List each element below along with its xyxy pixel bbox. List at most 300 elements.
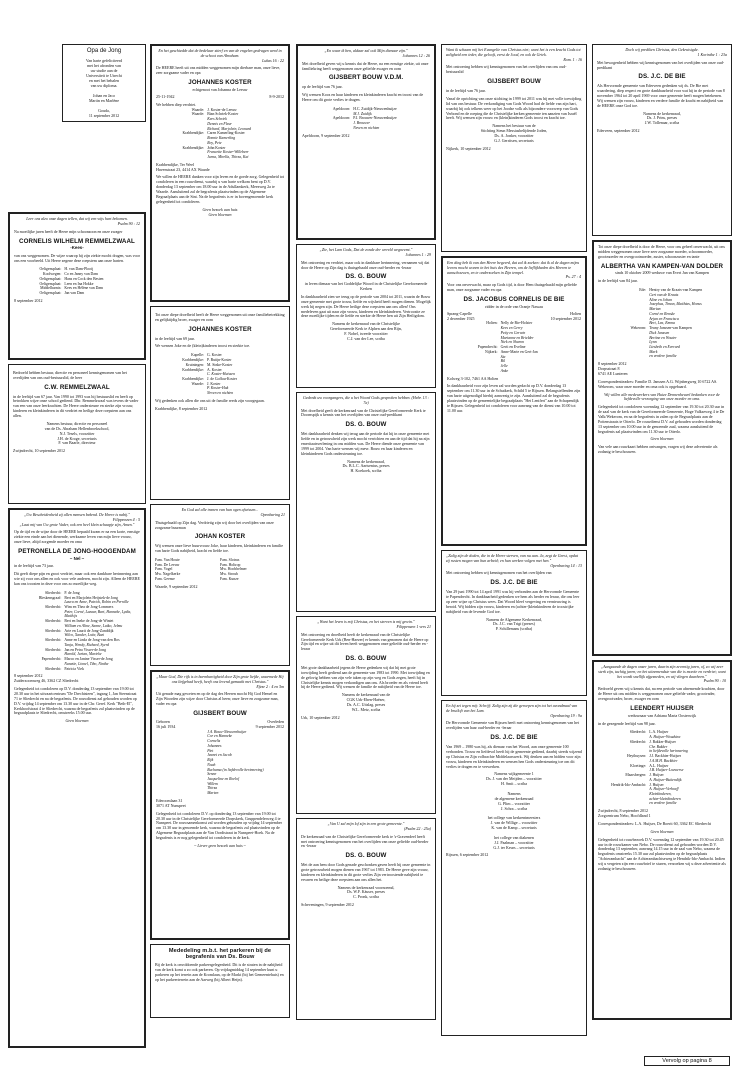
- intro-text: Bedroefd geven wij u kennis dat, na een periode van afnemende krachten, door de Heere uit ons midden is weggenomen onze geliefde vader, grootvader, overgrootvader, broer, zwager en oom: [598, 686, 725, 702]
- address: Kolweg 3-102, 7461 AA Holten: [447, 375, 499, 381]
- relative-names: Petty en Gerwin: [500, 330, 526, 335]
- relative-names: Nanette, Lionel, Tibo, Ninthe: [64, 661, 109, 666]
- spouse-line: sinds 10 oktober 2009 weduwe van Evert Jan van Kampen: [615, 270, 709, 276]
- relative-names: Kees en Gerry: [500, 326, 523, 331]
- place-label: Kapelle:: [191, 353, 204, 358]
- intro-text: Tot onze diepe droefheid is door de Heere, voor ons geheel onverwacht, uit ons midden weggenomen onze lieve zeer zorgzame moeder, schoonmoeder, grootmoeder en overgrootmoeder, zuster, schoonzuster en tante: [598, 244, 725, 259]
- notice-line: van uw diploma.: [90, 83, 118, 89]
- death-notice-huijser: [592, 660, 732, 1020]
- bible-reference: Openbaring 21: [260, 511, 285, 517]
- parking-notice: [150, 944, 290, 1018]
- death-notice-de-jong: [8, 508, 146, 1048]
- place-label: Kruiningen:: [185, 362, 204, 367]
- place-label: Papendrecht:: [41, 657, 62, 662]
- intro-text: Na moeilijke jaren heeft de Heere mijn schoonzoon en onze zwager: [14, 228, 123, 234]
- signatory-line: Namens de kerkenraad voornoemd,: [337, 884, 395, 890]
- relative-names: J.J. Backhier-Huijser: [649, 754, 682, 759]
- no-flowers-note: Geen bloemen: [650, 436, 674, 442]
- signatories: [446, 618, 582, 633]
- church-notice-urk: [296, 616, 436, 814]
- no-flowers-note: Geen bloemen: [65, 718, 89, 724]
- neighbour-row: [155, 577, 285, 582]
- deceased-name: DS. J.C. DE BIE: [638, 73, 686, 81]
- relative-names: Arie en Laurit de Jong-Zanddijk: [64, 628, 114, 633]
- bible-reference: (Psalm 22 : 25a): [404, 825, 431, 831]
- body-text: Met de aan hem door Gods genade geschonken gaven heeft hij onze gemeente in grote getrouwheid mogen dienen van 1967 tot 1983. De Heere geve zijn vrouw, kinderen en kleinkinderen in dit grote verlies Zijn vertroostende nabijheid te ervaren en heilige deze roepstem aan ons allen het.: [301, 862, 431, 882]
- intro-text: Met ontroering en droefheid heeft de kerkenraad van de Christelijke Gereformeerde Kerk Urk (Ben-Haezer) er kennis van genomen dat de Heere op Zijn tijd en wijze uit dit leven heeft weggenomen onze geliefde oud-herder en -leraar: [301, 631, 429, 652]
- birth-date: 25-11-1942: [156, 93, 175, 99]
- bible-quote: „Zie, het Lam Gods, Dat de zonde der wereld wegneemt.": [319, 247, 413, 252]
- intro-text: Met ontroering hebben wij kennisgenomen van het overlijden van: [446, 570, 552, 576]
- signatory-line: Ds. J. van der Meijden – voorzitter: [486, 776, 542, 782]
- relative-names: Ruchama (in liefdevolle herinnering): [207, 767, 264, 772]
- relative-names: J.A.M.H. Backhier: [649, 758, 678, 763]
- continued-on-page-button[interactable]: Vervolg op pagina 8: [644, 1056, 730, 1066]
- place-label: Sliedrecht:: [44, 604, 62, 609]
- bible-quote: En God zal alle tranen van hun ogen afwissen...: [181, 507, 259, 512]
- relative-names: Josephus, Timon, Matthias, Honus: [649, 302, 702, 307]
- relatives-list: [156, 108, 284, 160]
- relative-names: Jacqueline en Roelof: [207, 777, 240, 781]
- relative-names: Bert en Marjolein Heijstek-de Jong: [64, 595, 118, 600]
- notice-date: Rijssen, 6 september 2012: [446, 852, 489, 858]
- signatory-line: J.W. Tollenaar, scriba: [644, 120, 680, 126]
- relative-names: Willem: [207, 781, 218, 786]
- relative-names: Hans en Cock den Besten: [64, 276, 104, 281]
- relatives-list: [14, 267, 140, 295]
- bible-reference: Rom. 1 : 16: [563, 56, 582, 62]
- deceased-name: PETRONELLA DE JONG-HOOGENDAM: [18, 548, 136, 556]
- place-label: Krabbendijke:: [182, 376, 204, 381]
- relative-names: Laura en Anne, Patrick, Robin en Pernille: [64, 600, 129, 605]
- intro-text: Thuisgehaald op Zijn dag. Verdrietig zijn wij door het overlijden van onze zorgzame buurman: [155, 519, 274, 530]
- signatory-line: Namens wijkgemeente 1: [494, 771, 534, 777]
- signatories: [301, 886, 431, 901]
- relative-names: C. Koster-Huissen: [207, 372, 235, 377]
- body-text: Vanaf de oprichting van onze stichting in 1999 tot 2011 was hij met volle toewijding lid van ons bestuur. De verkondiging van Gods Woord had de liefde van zijn hart, waarbij hij ook telkens weer op het Joodse volk als bijzondere voorwerp van Gods Verbond en de roeping die de Christelijke kerken gemeente ten aanzien van Israël heeft. Wij wensen zijn vrouw en (klein)kinderen Gods troost en kracht toe.: [446, 95, 582, 121]
- place-label: Sliedrecht:: [44, 638, 62, 643]
- birth-date: Geboren 16 juli 1934: [156, 718, 176, 729]
- closing-note: Van vele aan rouwkaart hebben ontvangen, vragen wij deze advertentie als zodanig te beschouwen.: [598, 444, 718, 455]
- bible-reference: Openbaring 19 : 9a: [550, 712, 582, 718]
- signatory-line: N.J. Tesels, voorzitter: [59, 430, 95, 436]
- relatives-list: [447, 321, 581, 373]
- body-text: in de leeftijd van 67 jaar. Van 1990 tot 1993 was hij bestuurslid en heeft op betrokken wijze onze school gediend. Dhr. Remmelzwaal was tevens de vader van een van onze leerkrachten. De Heere ondersteune en sterke zijn vrouw, kinderen en kleinkinderen in dit verdriet en heilige deze roepstem aan ons allen.: [13, 393, 139, 419]
- notice-line: 11 september 2012: [88, 113, 120, 119]
- signatory-line: G. Plim – voorzitter: [498, 800, 530, 806]
- address: Krabbendijke, Ter Weel Havenstraat 23, 4414 AX Waarde: [156, 161, 210, 172]
- relative-names: Gerti en Eveline: [500, 345, 526, 350]
- place-label: Sliedrecht:: [629, 730, 647, 735]
- signatory-line: Ds. J.C. van Trigt (preses): [493, 621, 535, 627]
- relative-names: Piet: [207, 748, 214, 753]
- intro-text: Op de tijd en de wijze door de HEERE bepaald kwam er na een korte, ernstige ziekte een einde aan het dienende, werkzame leven van mijn lieve vrouw, onze lieve, altijd zorgende moeder en oma: [14, 529, 140, 545]
- relative-names: A. Huijser-Woudstra: [649, 735, 681, 740]
- intro-text: Bedroefd hebben bestuur, directie en personeel kennisgenomen van het overlijden van ons oud-bestuurslid, de heer: [13, 370, 127, 380]
- relatives-list: [302, 107, 430, 131]
- relatives-list: [598, 288, 726, 359]
- address: 8 september 2012 Zuiderzoomweg 46, 3362 CZ Sliedrecht: [14, 673, 79, 684]
- service-info: In dankbaarheid voor zijn leven zal worden gedacht op D.V. donderdag 13 september om 11.30 uur in de Schutkerk, Schild 5 te Rijssen. Belangstellenden zijn van harte uitgenodigd hierbij aanwezig te zijn. Aansluitend zal de begrafenis plaatsvinden op de gemeentelijke begraafplaats "Het Lentfert" aan de Schapendijk te Rijssen. Gelegenheid tot condoleren voor aanvang van de dienst van 10.00 tot 11.00 uur.: [447, 383, 581, 413]
- deceased-name: DS. G. BOUW: [345, 655, 387, 663]
- body-text: Wij wensen Koos en haar kinderen en kleinkinderen kracht en troost van de Heere om dit grote verlies te dragen.: [302, 92, 424, 102]
- intro-text: Tot onze diepe droefheid heeft de Heere weggenomen uit onze familiebetrekking en gelijktijdig broer, zwager en oom: [155, 312, 285, 322]
- signatories: [301, 460, 431, 475]
- notice-date: Waarde, 9 september 2012: [155, 583, 198, 589]
- place-label: [14, 610, 64, 619]
- relatives-list: [156, 730, 284, 796]
- relative-names: Wilco, Xander, Lotte, Bazi: [64, 633, 105, 638]
- age-text: in de leeftijd van 84 jaar.: [598, 278, 638, 284]
- neighbour-name: Fam. De Leeuw: [155, 562, 180, 567]
- relative-names: M. Sinke-Koster: [207, 362, 233, 367]
- place-label: Sliedrecht:: [44, 590, 62, 595]
- body-text: Bij de kerk is onvoldoende parkeergelegenheid. Dit is de straten in de nabijheid van de kerk komt u zo ook parkeren. Op vrijdagmiddag 14 september kunt u parkeren op het terrein aan de Kromlaan, op de Markt (bij het Gemeentehuis) en op het parkeerterrein aan de Aarweg (bij Albert Heijn).: [155, 962, 284, 982]
- deceased-name: DS. G. BOUW: [345, 852, 387, 860]
- place-label: [156, 155, 207, 160]
- signatory-line: Namens de kerkenraad van de Christelijke: [332, 321, 400, 327]
- relative-names: Senne: [207, 772, 217, 777]
- relative-names: Jeanet en Jacob: [207, 753, 232, 758]
- deceased-name: GIJSBERT BOUW: [193, 710, 247, 718]
- relative-names: Anke: [500, 368, 509, 373]
- place-label: Apeldoorn:: [332, 116, 351, 121]
- signatory-line: H. Koekoek, scriba: [350, 468, 382, 474]
- notice-title: Opa de Jong: [86, 48, 122, 54]
- signatory-line: Ds. W.F. Käuser, preses: [347, 889, 385, 895]
- relative-names: Mark: [649, 349, 658, 354]
- place-label: Apeldoorn:: [332, 106, 351, 111]
- neighbour-name: Mw. Nagelkerke: [155, 572, 181, 577]
- place-label: [598, 801, 649, 806]
- intro-text: Uit genade mag geweten en op de dag des Heeren mocht Hij God Hemel en Zijn Woorden zijn wijze door Christus al heen; onze lieve en zorgzame man, vader en opa: [156, 691, 279, 707]
- relative-names: Sia: [500, 354, 506, 359]
- death-date: 8-9-2012: [269, 93, 284, 99]
- relative-names: Bert en Ineke de Jong-de Wintet: [64, 619, 114, 624]
- death-notice-remmelzwaal: [8, 212, 146, 360]
- place-label: Bleskensgraaf:: [38, 595, 62, 600]
- signatory-line: Ds. A.C. Uitslag, preses: [346, 702, 386, 708]
- relative-names: John Koster: [207, 145, 226, 150]
- bible-reference: Ps. 27 : 4: [565, 274, 581, 280]
- signatories: [446, 772, 582, 850]
- place-label: Maarsbergen:: [625, 773, 647, 778]
- signatory-line: J. van de Willige – voorzitter: [490, 820, 538, 826]
- relative-names: Johannes: [207, 743, 222, 748]
- life-dates: [447, 312, 581, 322]
- congratulation-notice: [62, 44, 146, 122]
- body-text: Van 29 juni 1990 tot 14 april 1991 was hij verbonden aan de Hervormde Gemeente te Papendrecht. In dankbaarheid gedenken we hem als herder en leraar, die ons leer op zeer wijze op Christus wees. Dat Woord bleef vergeving en vernieuwing is beroid. Wij bidden zijn vrouw, kinderen en (achter-)kleinkinderen de troostrijke nabijheid van de levende God toe.: [446, 589, 580, 614]
- relative-names: Neven en nichten: [353, 125, 380, 130]
- signatory-line: K. van de Kamp – secretaris: [491, 825, 537, 831]
- place-label: Middelharnis:: [40, 286, 62, 291]
- relatives-list: [14, 591, 140, 671]
- place-label: Oeltgensplaat:: [39, 291, 62, 296]
- notice-date: Scheveningen, 9 september 2012: [301, 902, 354, 908]
- relative-names: J. de Goffau-Koster: [207, 376, 237, 381]
- bible-quote: „Aangaande de dagen onzer jaren, daarin zijn zeventig jaren, of, zo wij zeer sterk zijn, tachtig jaren; en het uitnemendste van die is moeite en verdriet; want het wordt snellijk afgesneden, en wij vliegen daarheen.": [598, 664, 726, 679]
- relative-names: Jan en Petra Visser-de Jong: [64, 647, 106, 652]
- relative-names: Marten: [207, 791, 219, 796]
- place-label: Sliedrecht:: [629, 739, 647, 744]
- intro-text: Met ontroering en verdriet, maar ook in dankbare herinnering, vernamen wij dat door de Heere op Zijn dag is thuisgehaald onze oud-herder en -leraar: [301, 259, 430, 270]
- neighbour-name: Fam. Van Houte: [155, 557, 180, 562]
- relative-row: [302, 126, 430, 131]
- signatory-line: Namens: [507, 790, 521, 796]
- relatives-list: [155, 353, 285, 396]
- place-label: Krabbendijke:: [182, 131, 205, 136]
- deceased-name: C.W. REMMELZWAAL: [44, 383, 110, 391]
- deceased-name: DS. JACOBUS CORNELIS DE BIE: [463, 296, 565, 304]
- relative-names: Dennis en Fleur: [207, 121, 232, 126]
- address: 8 september 2012 Dorpsstraat 8 6741 AE Lunteren: [598, 361, 628, 376]
- neighbour-name: Mw. Hoobbelmer: [220, 567, 247, 572]
- death-date: Overleden 9 september 2012: [255, 718, 284, 729]
- intro-text: De Hervormde Gemeente van Rijssen heeft met ontroering kennisgenomen van het overlijden van haar oud-herder en -leraar: [446, 720, 580, 731]
- bible-quote: En het geschiedde dat de bedelaar stierf en van de engelen gedragen werd in de schoot van Abraham.: [158, 48, 282, 58]
- signatories: [597, 112, 727, 127]
- body-text: Wij wensen onze lieve buurvrouw Joke, haar kinderen, kleinkinderen en familie van harte Gods nabijheid, kracht en liefde toe.: [155, 543, 284, 554]
- relative-names: Marian: [649, 307, 661, 312]
- place-label: Waarde:: [191, 107, 205, 112]
- service-info: Gelegenheid tot condoleren D.V. op donderdag 13 september van 19.00 tot 20.30 uur in de Christelijke Gereformeerde Dorpskerk, Gruppendelerweg 4 te Nunspeet. De rouwsamenkomst zal worden gehouden op vrijdag 14 september om 13.30 uur in genoemde kerk, waarna de begrafenis zal plaatsvinden op de Algemene Begraafplaats aan de Van Oordtstraat in Nunspeet-Hoek. Na de begrafenis is er nog gelegenheid tot condoleren in de kerk.: [156, 810, 282, 841]
- relative-names: J. Koster: [207, 381, 221, 386]
- intro-text: Voor ons onverwacht, maar op Gods tijd, is door Hem thuisgehaald mijn geliefde man, onze zorgzame vader en opa: [447, 282, 577, 293]
- body-text: Dit geeft diepe pijn en groot verdriet, maar ook een dankbare herinnering aan wie zij voor ons allen en ook voor vele anderen, mocht zijn. Alleen de HEERE kan ons troosten in deze voor ons zo moeilijke weg.: [14, 571, 140, 586]
- place-label: Sliedrecht:: [44, 666, 62, 671]
- bible-reference: Psalm 90 : 12: [117, 220, 140, 226]
- spouse-line: weduwnaar van Adriana Maria Oosterwijk: [627, 712, 697, 718]
- relative-names: Lynn: [649, 340, 657, 345]
- bible-quote: „Uw Bescheidenheid zij allen mensen bekend. De Heere is nabij.": [24, 512, 130, 517]
- intro-text: Met droefheid geeft de kerkenraad van de Christelijke Gereformeerde Kerk te Doornspijk u kennis van het overlijden van onze oud-predikant: [301, 407, 426, 418]
- bible-quote: Doch wij prediken Christus, den Gekruisigde.: [625, 47, 699, 52]
- no-visits-note: ~ Liever geen bezoek aan huis ~: [194, 842, 246, 848]
- signatory-line: F. Nobel, tweede voorzitter: [344, 331, 388, 337]
- place-label: Heythuysen:: [626, 754, 647, 759]
- relative-names: M.J. Zuidijk: [353, 111, 372, 116]
- neighbour-name: Mw. Stroub: [220, 572, 238, 577]
- relative-names: Patricia Viek: [64, 666, 85, 671]
- honour-line: ridder in de orde van Oranje Nassau: [485, 303, 543, 309]
- deceased-name: DS. G. BOUW: [345, 421, 387, 429]
- bible-reference: Filippenzen 4 : 5: [112, 516, 140, 522]
- relative-names: A. Koster: [207, 367, 222, 372]
- relative-names: P. de Jong: [64, 590, 80, 595]
- deceased-nickname: ~ Nel ~: [69, 555, 85, 561]
- neighbour-name: Fam. Holtrop: [220, 562, 241, 567]
- relative-names: en verdere familie: [649, 354, 677, 359]
- relative-names: Rijk: [207, 758, 214, 763]
- intro-text: Met bewogenheid hebben wij kennisgenomen van het overlijden van onze oud-predikant: [597, 59, 725, 70]
- bible-quote: Leer ons alzo onze dagen tellen, dat wij een wijs hart bekomen.: [26, 216, 128, 221]
- place-label: Krabbendijke:: [182, 145, 205, 150]
- church-notice-rijssen: [441, 700, 587, 1036]
- relative-names: Roy, Pete: [207, 140, 222, 145]
- place-label: [447, 369, 501, 374]
- deceased-name: DS. J.C. DE BIE: [490, 579, 538, 587]
- column-2: [150, 44, 290, 1022]
- correspondence: Correspondentieadres: Familie D. Janssen A.G. Wijnbergweg 10 6722 AS. Wekerom, waar onze moeder en oma ook is opgebaard.: [598, 378, 718, 389]
- notice-line: Gouda,: [98, 108, 110, 114]
- place-label: Holten:: [486, 321, 498, 326]
- bible-reference: Johannes 1 : 29: [405, 251, 431, 257]
- church-notice-alphen: [296, 244, 436, 388]
- relative-names: en verdere familie: [649, 801, 677, 806]
- service-info: Gelegenheid tot condoleren op D.V. donderdag 13 september van 19.00 tot 20.30 uur in het uitvaartcentrum "De Drechtsteen", ingang 1, Jan Steenstraat 71 te Sliedrecht en na de begrafenis. De rouwdienst zal gehouden worden op D.V. vrijdag 14 september om 13.30 uur in de Chr. Geref. Kerk "Beth-El", Kerkhoofstraat 4 te Sliedrecht, waarna de begrafenis zal plaatsvinden op de begraafplaats te Sliedrecht, omstreeks 15.00 uur.: [14, 686, 137, 716]
- relative-names: Kees Schriek: [207, 117, 227, 122]
- relative-names: Co en Janny van Dam: [64, 272, 98, 277]
- signatory-line: Gereformeerde Kerk te Alphen aan den Rijn,: [330, 326, 402, 332]
- neighbour-name: Fam. Kunze: [220, 576, 239, 581]
- age-text: in de gezegende leeftijd van 98 jaar.: [598, 720, 656, 726]
- relative-names: Marco en Janine Visser-de Jong: [64, 657, 113, 662]
- deceased-name: CORNELIS WILHELM REMMELZWAAL: [19, 237, 135, 245]
- relative-names: J. Brouwer: [353, 121, 370, 126]
- place-label: Waarde:: [191, 381, 204, 386]
- age-text: in de leeftijd van 73 jaar.: [14, 563, 54, 569]
- school-notice-remmelzwaal: [8, 364, 146, 504]
- relative-names: Nelly de Bie-Holster: [500, 321, 533, 326]
- deceased-nickname: -Kees-: [70, 245, 84, 251]
- place-label: [155, 391, 207, 396]
- service-info: We willen de HEERE danken voor zijn leven en de goede zorg. Gelegenheid tot condoleren in een rouwdienst, waarbij u van harte welkom bent op D.V. donderdag 13 september om 18.00 uur in de Adullamkerk, Meezweg 2a te Waarde. Aansluitend zal de begrafenis plaatsvinden op de Algemene Begraafplaats aan de Sint. Na de begrafenis is er in bovengenoemde kerk gelegenheid tot condoleren.: [156, 174, 285, 204]
- relative-names: Aline en Johan: [649, 297, 672, 302]
- neighbour-name: Fam. Vogel: [155, 567, 173, 572]
- church-notice-ederveen: [592, 44, 732, 236]
- address: Ederoomlaan 31 3071 AT Nunspeet: [156, 797, 186, 808]
- relative-names: Hentry van de Kraats-van Kampen: [649, 288, 703, 293]
- bible-quote: En hij zei tegen mij: Schrijf: Zalig zijn zij die geroepen zijn tot het avondmaal van de bruiloft van het Lam.: [446, 703, 578, 713]
- signatories: [446, 124, 582, 144]
- no-flowers-note: Geen bloemen: [650, 828, 674, 834]
- signatory-line: Ds. B.L.C. Aartsenius, preses: [342, 463, 390, 469]
- signatory-line: Namens de kerkenraad van de: [341, 692, 391, 698]
- relative-row: [156, 791, 284, 796]
- place-label: Sliedrecht:: [44, 628, 62, 633]
- notice-date: Krabbendijke, 8 september 2012: [155, 405, 208, 411]
- relative-names: achter-kleinkinderen: [649, 796, 681, 801]
- signatory-line: het college van diakenen: [494, 834, 534, 840]
- relative-names: Anne en Linda de Jong-van den Bos: [64, 638, 120, 643]
- relative-names: A.L. Huijser: [649, 763, 669, 768]
- body-text: van ons weggenomen. De wijze waarop hij zijn ziekte mocht dragen, was voor ons een voorbeeld. Uit Heere zegene deze roepstem aan onze harten.: [14, 252, 140, 263]
- signatory-line: Ds. J. Prins, preses: [646, 115, 678, 121]
- foundation-notice-bouw: [441, 44, 587, 252]
- bible-reference: Lukas 16 : 22: [262, 57, 284, 63]
- relative-names: P.J. Brouwer-Nieuwenhuijze: [353, 116, 397, 121]
- deceased-name: GIJSBERT BOUW V.D.M.: [328, 74, 404, 82]
- place-label: Papendrecht:: [477, 345, 498, 350]
- place-label: Krabbendijke:: [182, 358, 204, 363]
- bible-reference: Psalm 90 : 10: [703, 678, 726, 684]
- notice-line: Johan en Jaco: [92, 93, 116, 99]
- relative-names: A. Huijser-Buitendijk: [649, 777, 682, 782]
- signatory-line: J.J. Paalman – voorzitter: [494, 839, 534, 845]
- relative-names: Bert, Lea, Emma: [649, 321, 675, 326]
- relative-names: H.C. Zuidijk-Nieuwenhuijze: [353, 106, 397, 111]
- family-notice-bouw: [296, 44, 436, 240]
- relative-names: Jurna, Mirella, Thirza, Kai: [207, 155, 249, 159]
- relative-names: Tanja, Wendy, Richard, Syerd: [64, 642, 109, 647]
- relative-names: Harold, Jurian, Marieke: [64, 652, 102, 657]
- notice-date: Ederveen, september 2012: [597, 128, 640, 134]
- birth-date: Sprang-Capelle 2 december 1925: [447, 310, 475, 321]
- relative-names: Kleinkinderen,: [649, 792, 672, 796]
- relative-names: A. Huijser-Verhoeff: [649, 787, 679, 792]
- body-text: We hebben diep verdriet.: [156, 101, 197, 107]
- place-label: [156, 791, 207, 796]
- signatory-line: van de Ds. Abraham Hellenbroekschool,: [44, 425, 110, 431]
- signatory-line: G.J. Gerritsen, secretaris: [494, 137, 534, 143]
- place-label: Sliedrecht:: [44, 647, 62, 652]
- place-label: Nijkerk:: [484, 349, 498, 354]
- relative-names: Peter, Corné, Lazaar, Bart, Hanneke, Lydia, Matthijs: [64, 609, 132, 619]
- notice-line: Van harte gefeliciteerd: [85, 58, 123, 64]
- signatory-line: W.L. Metz, scriba: [351, 706, 381, 712]
- notice-title: Mededeling m.b.t. het parkeren bij de begrafenis van Ds. Bouw: [168, 948, 272, 961]
- relative-names: Corné en Renske: [649, 311, 675, 316]
- place-label: Sliedrecht:: [44, 619, 62, 624]
- death-date: Holten 10 september 2012: [550, 310, 581, 321]
- signatory-line: J. Schra – scriba: [500, 805, 528, 811]
- relative-names: Caren Kamerling-Koster: [207, 131, 245, 136]
- church-notice-papendrecht: [441, 550, 587, 696]
- death-notice-bouw: [150, 670, 290, 940]
- intro-text: Met droefheid geven wij u kennis dat de Heere, na een ernstige ziekte, uit onze familiekring heeft weggenomen onze geliefde zwager en oom: [302, 60, 429, 71]
- relative-names: P. Butijn-Koster: [207, 358, 232, 363]
- intro-text: De kerkenraad van de Christelijke Gereformeerde kerk te 's-Gravendeel heeft met ontroering kennisgenomen van het overlijden van onze geliefde oud-herder en -leraar: [301, 833, 429, 849]
- remembrance-text: Wij gedenken ook allen die ons uit de familie reeds zijn voorgegaan.: [155, 397, 265, 403]
- age-text: in de leeftijd van 76 jaar.: [446, 88, 486, 94]
- relative-names: Arjan en Francisca: [649, 316, 679, 321]
- notice-date: Zwijndrecht, 10 september 2012: [13, 448, 65, 454]
- relative-names: Bil: [500, 359, 506, 364]
- intro-text: De HEERE heeft uit ons midden weggenomen mijn dierbare man, onze lieve, zeer zorgzame vader en opa: [156, 65, 281, 76]
- relative-names: Richard, Marjolein, Leonard: [207, 126, 251, 131]
- signatory-line: P. Schillemans (scriba): [495, 626, 533, 632]
- bible-quote: Want ik schaam mij het Evangelie van Christus niet; want het is een kracht Gods tot zaligheid een ieder, die gelooft, eerst de Jood, en ook de Griek.: [446, 47, 581, 57]
- body-text: We wensen Joke en de (klein)kinderen troost en sterkte toe.: [155, 343, 251, 349]
- column-3: [296, 44, 436, 1024]
- neighbours-list: [155, 558, 285, 582]
- church-notice-doornspijk: [296, 392, 436, 612]
- relative-names: in liefdevolle herinnering: [649, 749, 688, 754]
- relative-names: H. van Dam-Plooij: [64, 267, 94, 272]
- deceased-name: ALBERTHA VAN KAMPEN-VAN DOLDER: [600, 262, 724, 270]
- signatory-line: het college van kerkrentmeesters: [487, 815, 541, 821]
- relative-names: J. Bakker-Huijser: [649, 739, 676, 744]
- deceased-name: JOHANNES KOSTER: [188, 79, 252, 87]
- bible-reference: Filippenzen 1 vers 21: [396, 623, 431, 629]
- relative-names: J. Koster-de Leeuw: [207, 107, 237, 112]
- relative-names: Teuny Janssen-van Kampen: [649, 326, 692, 331]
- relative-row: [14, 667, 140, 672]
- place-label: Oeltgensplaat:: [39, 281, 62, 286]
- place-label: Wekerom:: [630, 326, 647, 331]
- place-label: Oeltgensplaat:: [39, 276, 62, 281]
- relative-names: P. Koster-Hak: [207, 386, 229, 391]
- bible-reference: Openbaring 14 : 13: [550, 562, 582, 568]
- relative-names: L.A. Huijser: [649, 730, 669, 735]
- relative-names: Liesbeth en Everard: [649, 345, 680, 349]
- service-info: Gelegenheid tot condoleren woensdag 12 september van 19.30 tot 20.30 uur in de zaal van de kerk van de Gereformeerde Gemeente, Hoge Valkseweg 4 te De Valk/Wekerom, en na de begrafenis in zalen op de Begraafplaats aan de Pottenstraats te Otterlo. De rouwdienst D.V. zal gehouden worden donderdag 13 september om 10.00 uur in de genoemde zaal, waarna aansluitend de begrafenis zal plaatsvinden om 11.30 uur te Otterlo.: [598, 404, 725, 434]
- signatory-line: H. Smit – scriba: [501, 781, 527, 787]
- relative-row: [598, 354, 726, 359]
- relative-names: Ronnie Kamerling: [207, 136, 236, 141]
- bible-reference: 1 Korinthe 1 : 23a: [697, 51, 727, 57]
- life-dates: [156, 720, 284, 730]
